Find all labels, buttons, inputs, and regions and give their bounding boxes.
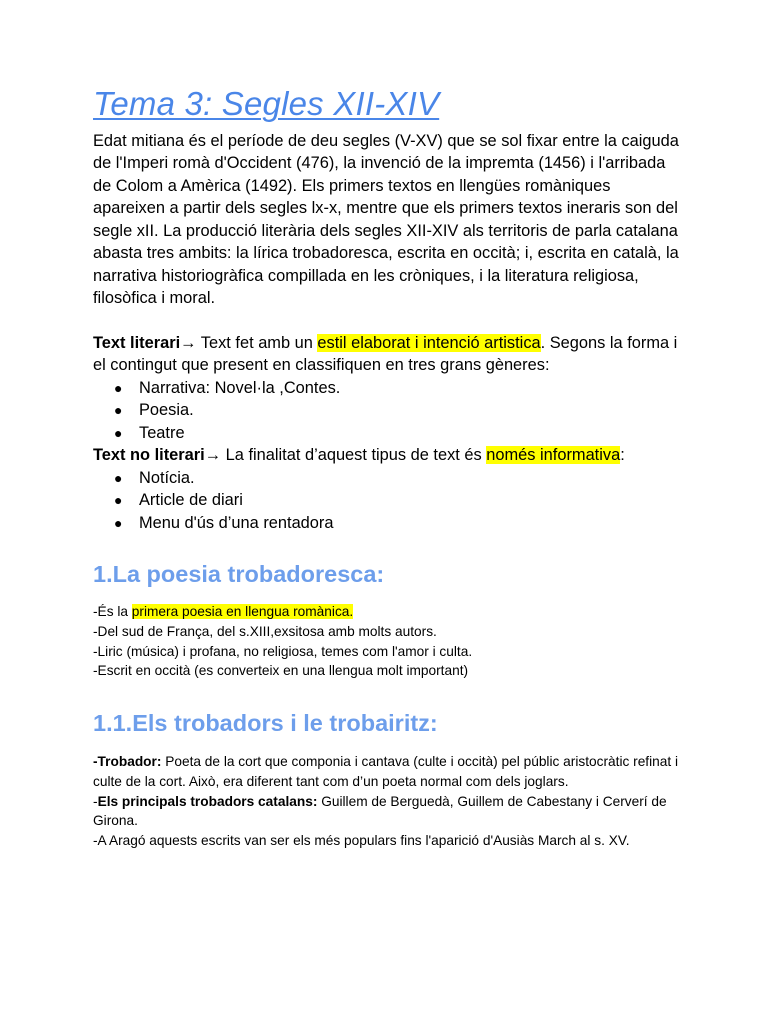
text-no-literari-term: Text no literari: [93, 446, 205, 465]
section-trobadors-body: [93, 752, 680, 851]
principals-trobadors: -Els principals trobadors catalans: Guillem de Berguedà, Guillem de Cabestany i Cerverí de Girona.: [93, 793, 667, 829]
list-item: ● Article de diari: [93, 489, 680, 512]
examples-list: [93, 467, 680, 535]
arago-line: -A Aragó aquests escrits van ser els més populars fins l'aparició d'Ausiàs March al s. XV.: [93, 833, 630, 849]
trobador-term: -Trobador:: [93, 754, 162, 770]
bullet-icon: ●: [114, 492, 123, 509]
page-title: Tema 3: Segles XII-XIV: [93, 85, 440, 122]
bullet-icon: ●: [114, 469, 123, 486]
trobador-definition: -Trobador: Poeta de la cort que componia i cantava (culte i occità) pel públic aristocràtic refinat i culte de la cort. Això, era diferent tant com d’un poeta normal com dels joglars.: [93, 754, 679, 789]
text-no-literari-definition: [93, 444, 680, 467]
list-item: ● Notícia.: [93, 467, 680, 490]
text-no-literari-rest: :: [620, 446, 625, 465]
text-literari-arrow-text: → Text fet amb un: [180, 333, 318, 352]
list-item: ● Menu d'ús d’una rentadora: [93, 512, 680, 535]
bullet-icon: ●: [114, 424, 123, 441]
list-item: ● Teatre: [93, 422, 680, 445]
section-heading-poesia-trobadoresca: 1.La poesia trobadoresca:: [93, 561, 385, 588]
bullet-icon: ●: [114, 402, 123, 419]
text-literari-definition: [93, 332, 680, 377]
poesia-line: -Escrit en occità (es converteix en una llengua molt important): [93, 663, 469, 679]
poesia-highlight: primera poesia en llengua romànica.: [131, 604, 354, 620]
text-literari-highlight: estil elaborat i intenció artistica: [317, 333, 541, 352]
text-literari-rest: . Segons la forma i el contingut que present en classifiquen en tres grans gèneres:: [93, 333, 678, 375]
poesia-line: -Liric (música) i profana, no religiosa, temes com l'amor i culta.: [93, 643, 473, 659]
bullet-icon: ●: [114, 379, 123, 396]
genres-list: [93, 377, 680, 445]
section-poesia-body: [93, 602, 680, 681]
poesia-line: -És la primera poesia en llengua romànica.: [93, 604, 354, 620]
bullet-icon: ●: [114, 514, 123, 531]
list-item: ● Narrativa: Novel·la ,Contes.: [93, 377, 680, 400]
poesia-line: -Del sud de França, del s.XIII,exsitosa amb molts autors.: [93, 623, 437, 639]
section-heading-trobadors: 1.1.Els trobadors i le trobairitz:: [93, 710, 438, 737]
paragraph-spacer: [93, 310, 680, 332]
principals-term: Els principals trobadors catalans:: [97, 793, 318, 809]
list-item: ● Poesia.: [93, 399, 680, 422]
text-no-literari-highlight: només informativa: [486, 446, 621, 465]
intro-paragraph: Edat mitiana és el període de deu segles (V-XV) que se sol fixar entre la caiguda de l'Imperi romà d'Occident (476), la invenció de la impremta (1456) i l'arribada de Colom a Amèrica (1492). Els primers textos en llengües romàniques apareixen a partir dels segles lx-x, mentre que els primers textos inerаris son del segle xII. La producció literària dels segles XII-XIV als territoris de parla catalana abasta tres ambits: la lírica trobadoresca, escrita en occità; i, escrita en català, la narrativa historiogràfica compillada en les cròniques, i la literatura religiosa, filosòfica i moral.: [93, 131, 679, 308]
text-literari-term: Text literari: [93, 333, 181, 352]
text-no-literari-arrow-text: → La finalitat d’aquest tipus de text és: [204, 446, 487, 465]
